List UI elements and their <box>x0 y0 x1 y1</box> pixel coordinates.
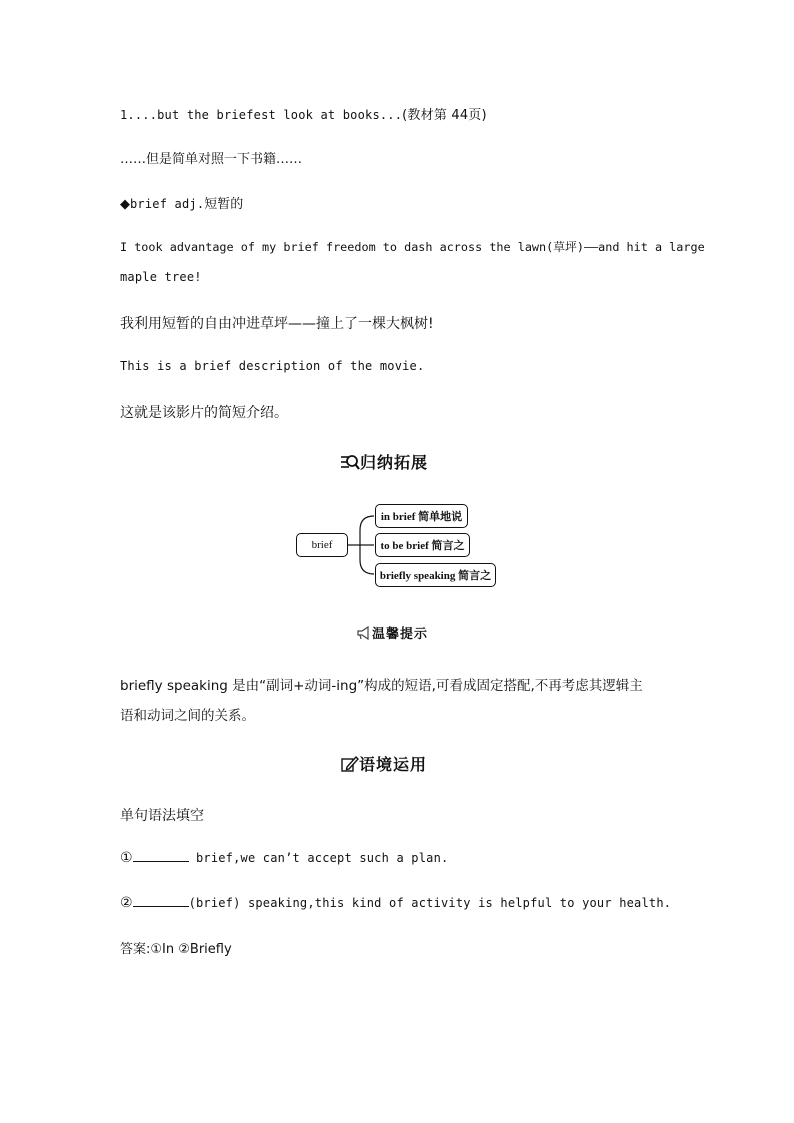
mind-map-branch-3: briefly speaking 简言之 <box>375 563 496 587</box>
question-2-blank[interactable] <box>133 895 189 907</box>
practice-subtitle: 单句语法填空 <box>120 808 204 824</box>
question-1-text: brief,we can’t accept such a plan. <box>188 851 449 865</box>
induction-heading <box>340 450 428 473</box>
induction-title: 归纳拓展 <box>360 453 429 472</box>
tip-title: 温馨提示 <box>372 627 429 642</box>
example-2-en: This is a brief description of the movie. <box>120 359 425 373</box>
megaphone-icon <box>356 626 372 640</box>
question-1 <box>120 849 448 867</box>
pencil-icon <box>341 755 359 773</box>
example-1-en-line1: I took advantage of my brief freedom to dash across the lawn(草坪)——and hit a large <box>120 240 705 254</box>
question-2 <box>120 894 671 912</box>
mind-map-root: brief <box>296 533 348 557</box>
question-1-blank[interactable] <box>133 850 189 862</box>
item-line <box>120 104 487 123</box>
practice-title: 语境运用 <box>359 755 428 774</box>
item-translation: ……但是简单对照一下书籍…… <box>120 152 303 167</box>
example-2-cn: 这就是该影片的简短介绍。 <box>120 405 288 421</box>
question-2-number: ② <box>120 895 133 911</box>
mind-map-branch-1: in brief 简单地说 <box>375 504 468 528</box>
item-source: (教材第 44页) <box>402 108 487 123</box>
magnifier-list-icon <box>340 453 360 471</box>
example-1-en-line2: maple tree! <box>120 270 202 284</box>
example-1-cn: 我利用短暂的自由冲进草坪——撞上了一棵大枫树! <box>120 316 434 332</box>
question-1-number: ① <box>120 850 133 866</box>
answer-line <box>120 938 232 958</box>
tip-text-line1: briefly speaking 是由“副词+动词-ing”构成的短语,可看成固定搭配,不再考虑其逻辑主 <box>120 678 643 694</box>
practice-heading <box>341 752 427 775</box>
item-sentence: ...but the briefest look at books... <box>134 108 403 122</box>
item-number: 1. <box>120 108 135 122</box>
entry-meaning: 短暂的 <box>204 197 244 212</box>
tip-text-line2: 语和动词之间的关系。 <box>120 708 255 724</box>
bullet-icon: ◆ <box>120 197 130 212</box>
mind-map-branch-2: to be brief 简言之 <box>375 533 470 557</box>
tip-heading <box>356 623 428 642</box>
entry-word: brief adj. <box>130 197 205 211</box>
answer-text: 答案:①In ②Briefly <box>120 942 232 957</box>
entry-line <box>120 193 243 213</box>
question-2-text: (brief) speaking,this kind of activity is helpful to your health. <box>188 896 672 910</box>
